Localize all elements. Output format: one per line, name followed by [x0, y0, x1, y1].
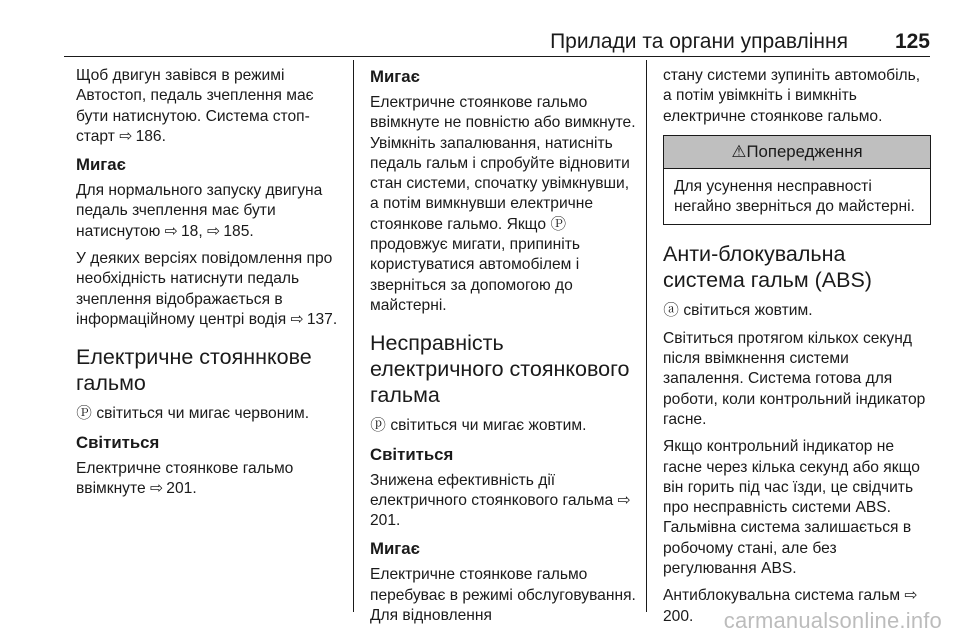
paragraph: Антиблокувальна система гальм ⇨ 200.: [663, 587, 918, 625]
page-reference[interactable]: 185.: [219, 222, 254, 240]
section-heading: Світиться: [370, 444, 454, 464]
warning-header: [664, 136, 930, 169]
reference-arrow-icon: ⇨: [119, 127, 133, 145]
page-reference[interactable]: 201.: [161, 479, 197, 497]
column-1: [76, 66, 348, 506]
section-heading: Мигає: [370, 539, 420, 559]
column-3: [663, 66, 931, 634]
parking-brake-fault-icon: ⓟ: [370, 417, 386, 435]
column-2: [370, 66, 640, 633]
paragraph: стану системи зупиніть автомобіль, а потім увімкніть і вимкніть електричне стоянкове гальмо.: [663, 67, 921, 125]
section-heading: Мигає: [370, 67, 420, 86]
abs-icon: ⓐ: [663, 302, 679, 320]
page-reference[interactable]: 186.: [131, 127, 166, 145]
reference-arrow-icon: ⇨: [617, 491, 631, 509]
paragraph: ⓟ світиться чи мигає жовтим.: [370, 416, 640, 436]
section-title: Електричне стояннкове гальмо: [76, 345, 312, 396]
reference-arrow-icon: ⇨: [207, 222, 221, 240]
paragraph: Знижена ефективність дії електричного стоянкового гальма ⇨ 201.: [370, 471, 631, 530]
header-rule: [64, 56, 930, 57]
paragraph: Електричне стоянкове гальмо ввімкнуте ⇨ 201.: [76, 459, 348, 500]
warning-box: [663, 135, 931, 226]
reference-arrow-icon: ⇨: [164, 222, 178, 240]
warning-title: Попередження: [746, 141, 863, 161]
section-heading: Світиться: [76, 432, 160, 452]
paragraph: Ⓟ світиться чи мигає червоним.: [76, 404, 348, 424]
paragraph: Якщо контрольний індикатор не гасне через кілька секунд або якщо він горить під час їзди, це свідчить про несправність системи ABS. Гальмівна система залишається в робочому стані, але без регулювання ABS.: [663, 438, 920, 578]
watermark-site[interactable]: carmanualsonline.info: [723, 608, 942, 633]
page-reference[interactable]: 137.: [302, 310, 338, 328]
parking-brake-icon: Ⓟ: [76, 405, 92, 423]
warning-text: Для усунення несправності негайно зверніться до майстерні.: [674, 177, 915, 216]
paragraph: Електричне стоянкове гальмо ввімкнуте не повністю або вимкнуте. Увімкніть запалювання, натисніть педаль гальм і спробуйте відновити стан системи, спочатку увімкнувши, а потім вимкнувши електричне стоянкове гальмо. Якщо Ⓟ продовжує мигати, припиніть користуватися автомобілем і зверніться за допомогою до майстерні.: [370, 94, 636, 314]
paragraph: Світиться протягом кількох секунд після ввімкнення системи запалення. Система готова для роботи, коли контрольний індикатор гасне.: [663, 329, 926, 428]
paragraph: У деяких версіях повідомлення про необхідність натиснути педаль зчеплення відображається в інформаційному центрі водія ⇨ 137.: [76, 249, 348, 330]
warning-icon: ⚠: [731, 141, 747, 161]
reference-arrow-icon: ⇨: [149, 479, 164, 497]
header-title: Прилади та органи управління: [550, 30, 848, 53]
section-title: Несправність електричного стоянкового гальма: [370, 331, 630, 408]
parking-brake-icon: Ⓟ: [550, 215, 567, 233]
page-reference[interactable]: 201.: [370, 512, 401, 530]
paragraph: Електричне стоянкове гальмо перебуває в режимі обслуговування. Для відновлення: [370, 566, 636, 625]
paragraph: Для нормального запуску двигуна педаль зчеплення має бути натиснутою ⇨ 18, ⇨ 185.: [76, 181, 348, 242]
page-reference[interactable]: 18,: [176, 222, 208, 240]
reference-arrow-icon: ⇨: [290, 310, 304, 328]
column-divider-1: [353, 60, 354, 612]
page-reference[interactable]: 200.: [663, 607, 694, 625]
paragraph: Щоб двигун завівся в режимі Автостоп, педаль зчеплення має бути натиснутою. Система стоп-старт ⇨ 186.: [76, 66, 348, 147]
section-heading: Мигає: [76, 155, 126, 175]
page-number: 125: [894, 30, 930, 53]
page-header: [0, 0, 960, 56]
reference-arrow-icon: ⇨: [904, 587, 918, 605]
section-title: Анти-блокувальна система гальм (ABS): [663, 242, 872, 293]
column-divider-2: [646, 60, 647, 612]
paragraph: ⓐ світиться жовтим.: [663, 301, 931, 321]
